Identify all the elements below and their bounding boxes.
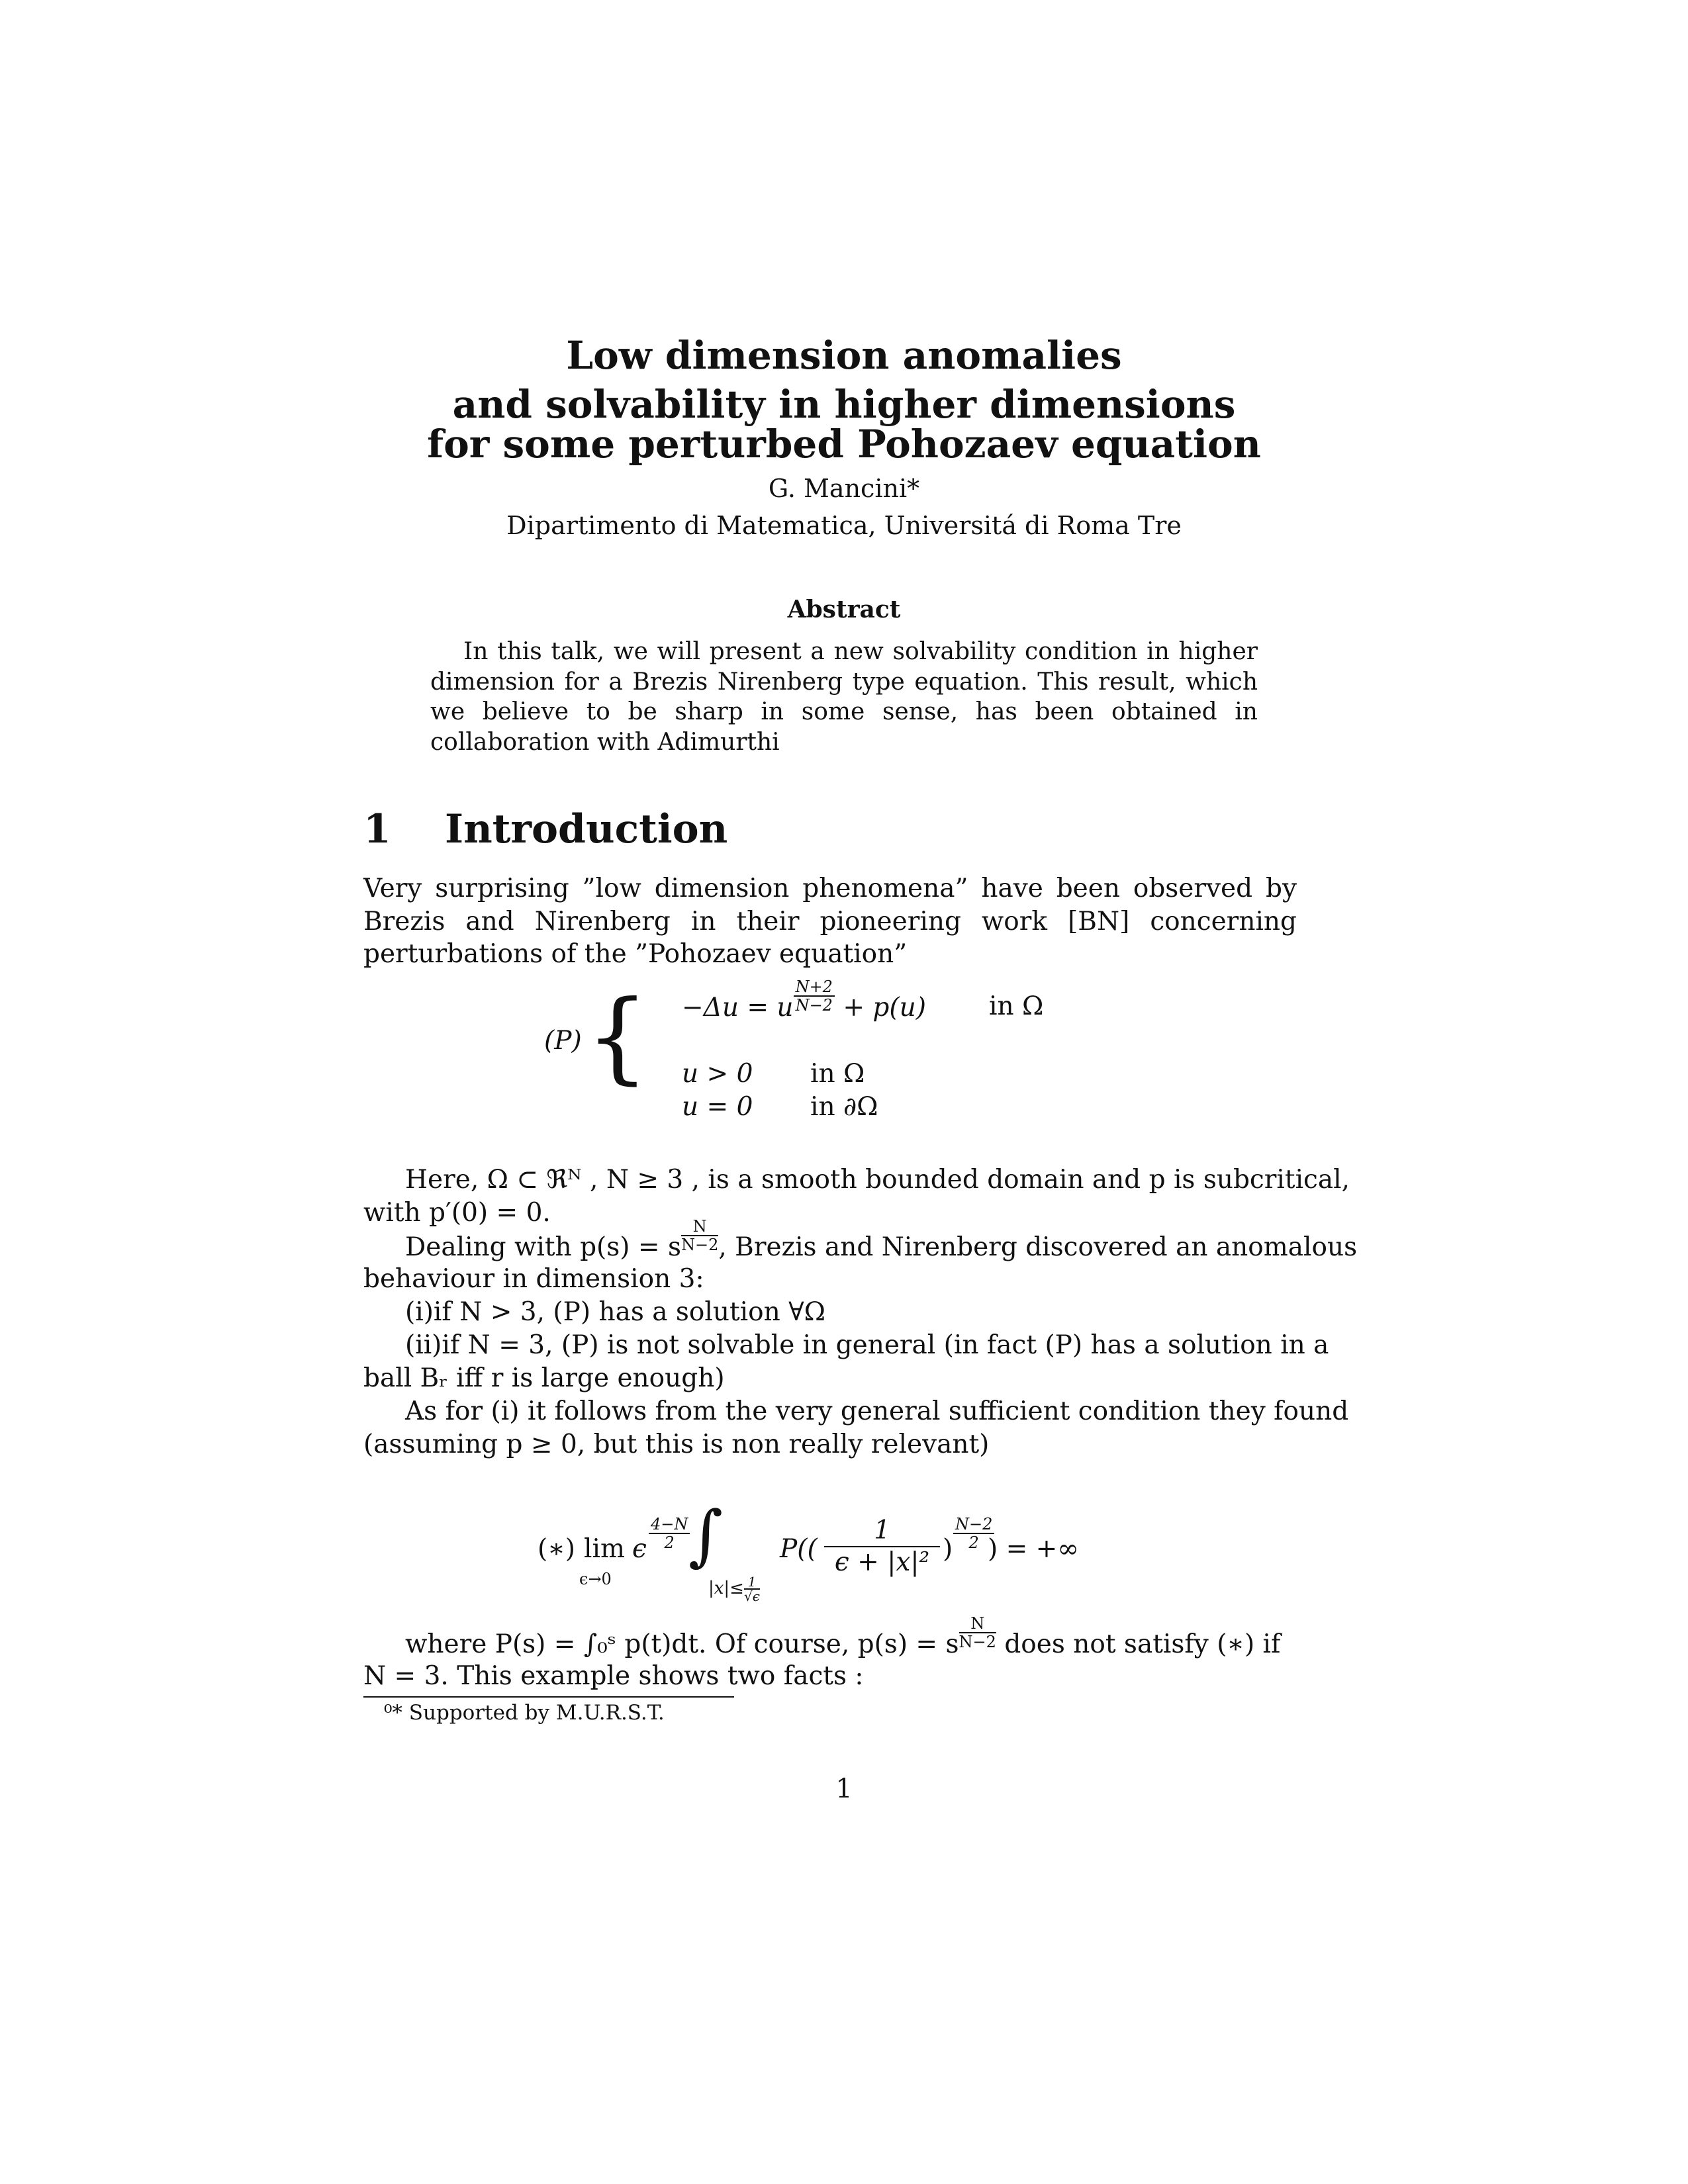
dealing-line-1: Dealing with p(s) = s $\frac{N}{N-2}$ , Brezis and Nirenberg discovered an anomalous — [405, 1217, 1358, 1262]
asfor-line-1: As for (i) it follows from the very general sufficient condition they found — [405, 1396, 1349, 1426]
integral-sign: ∫ — [688, 1496, 724, 1574]
system-eq1: −Δu = u $\frac{N+2}{N-2}$ + p(u) — [682, 978, 926, 1023]
system-label: (P) — [544, 1026, 582, 1056]
system-eq3-domain: in ∂Ω — [810, 1092, 878, 1122]
footnote-rule — [363, 1696, 734, 1698]
system-eq3: u = 0 — [682, 1092, 753, 1122]
system-eq2: u > 0 — [682, 1059, 753, 1089]
page-number: 1 — [835, 1774, 853, 1804]
here-line-1: Here, Ω ⊂ ℜᴺ , N ≥ 3 , is a smooth bounded domain and p is subcritical, — [405, 1165, 1350, 1195]
integral-domain: |x|≤ $\frac{1}{√\epsilon}$ — [708, 1574, 760, 1604]
affiliation: Dipartimento di Matematica, Universitá di Roma Tre — [506, 511, 1182, 540]
section-title: Introduction — [445, 806, 728, 852]
section-number: 1 — [363, 806, 391, 852]
condition-inner-fraction: 1 ϵ + |x|² — [824, 1516, 940, 1578]
condition-lim: lim — [584, 1534, 625, 1564]
condition-outer-exponent: $\frac{N-2}{2}$ — [953, 1516, 994, 1551]
condition-epsilon: ϵ — [632, 1534, 647, 1564]
where-line-2: N = 3. This example shows two facts : — [363, 1661, 864, 1691]
author: G. Mancini* — [768, 474, 920, 503]
condition-outer-close: ) — [943, 1534, 953, 1564]
condition-P: P(( — [780, 1534, 818, 1564]
case-ii-line-2: ball Bᵣ iff r is large enough) — [363, 1363, 725, 1393]
case-i: (i)if N > 3, (P) has a solution ∀Ω — [405, 1297, 826, 1327]
asfor-line-2: (assuming p ≥ 0, but this is non really relevant) — [363, 1430, 990, 1459]
abstract-heading: Abstract — [787, 596, 901, 623]
where-line-1: where P(s) = ∫₀ˢ p(t)dt. Of course, p(s) = s $\frac{N}{N-2}$ does not satisfy (∗) if — [405, 1614, 1281, 1659]
dealing-line-2: behaviour in dimension 3: — [363, 1264, 704, 1294]
system-brace: { — [586, 979, 649, 1095]
abstract-body: In this talk, we will present a new solvability condition in higher dimension for a Brezis Nirenberg type equation. This result, which we believe to be sharp in some sense, has been obtained in collaboration with Adimurthi — [430, 638, 1258, 756]
title-line-1: Low dimension anomalies — [566, 333, 1122, 378]
title-line-2: and solvability in higher dimensions — [452, 382, 1236, 427]
condition-rhs: ) = +∞ — [988, 1534, 1079, 1564]
title-line-3: for some perturbed Pohozaev equation — [427, 422, 1261, 467]
intro-paragraph: Very surprising ”low dimension phenomena” have been observed by Brezis and Nirenberg in their pioneering work [BN] concerning perturbations of the ”Pohozaev equation” — [363, 874, 1297, 969]
condition-lim-subscript: ϵ→0 — [579, 1570, 612, 1588]
case-ii-line-1: (ii)if N = 3, (P) is not solvable in general (in fact (P) has a solution in a — [405, 1330, 1329, 1360]
condition-epsilon-exponent: $\frac{4-N}{2}$ — [649, 1516, 690, 1551]
system-eq2-domain: in Ω — [810, 1059, 865, 1089]
condition-label: (∗) — [538, 1534, 575, 1564]
system-eq1-domain: in Ω — [989, 991, 1044, 1021]
footnote: ⁰* Supported by M.U.R.S.T. — [384, 1701, 665, 1725]
here-line-2: with p′(0) = 0. — [363, 1198, 551, 1228]
